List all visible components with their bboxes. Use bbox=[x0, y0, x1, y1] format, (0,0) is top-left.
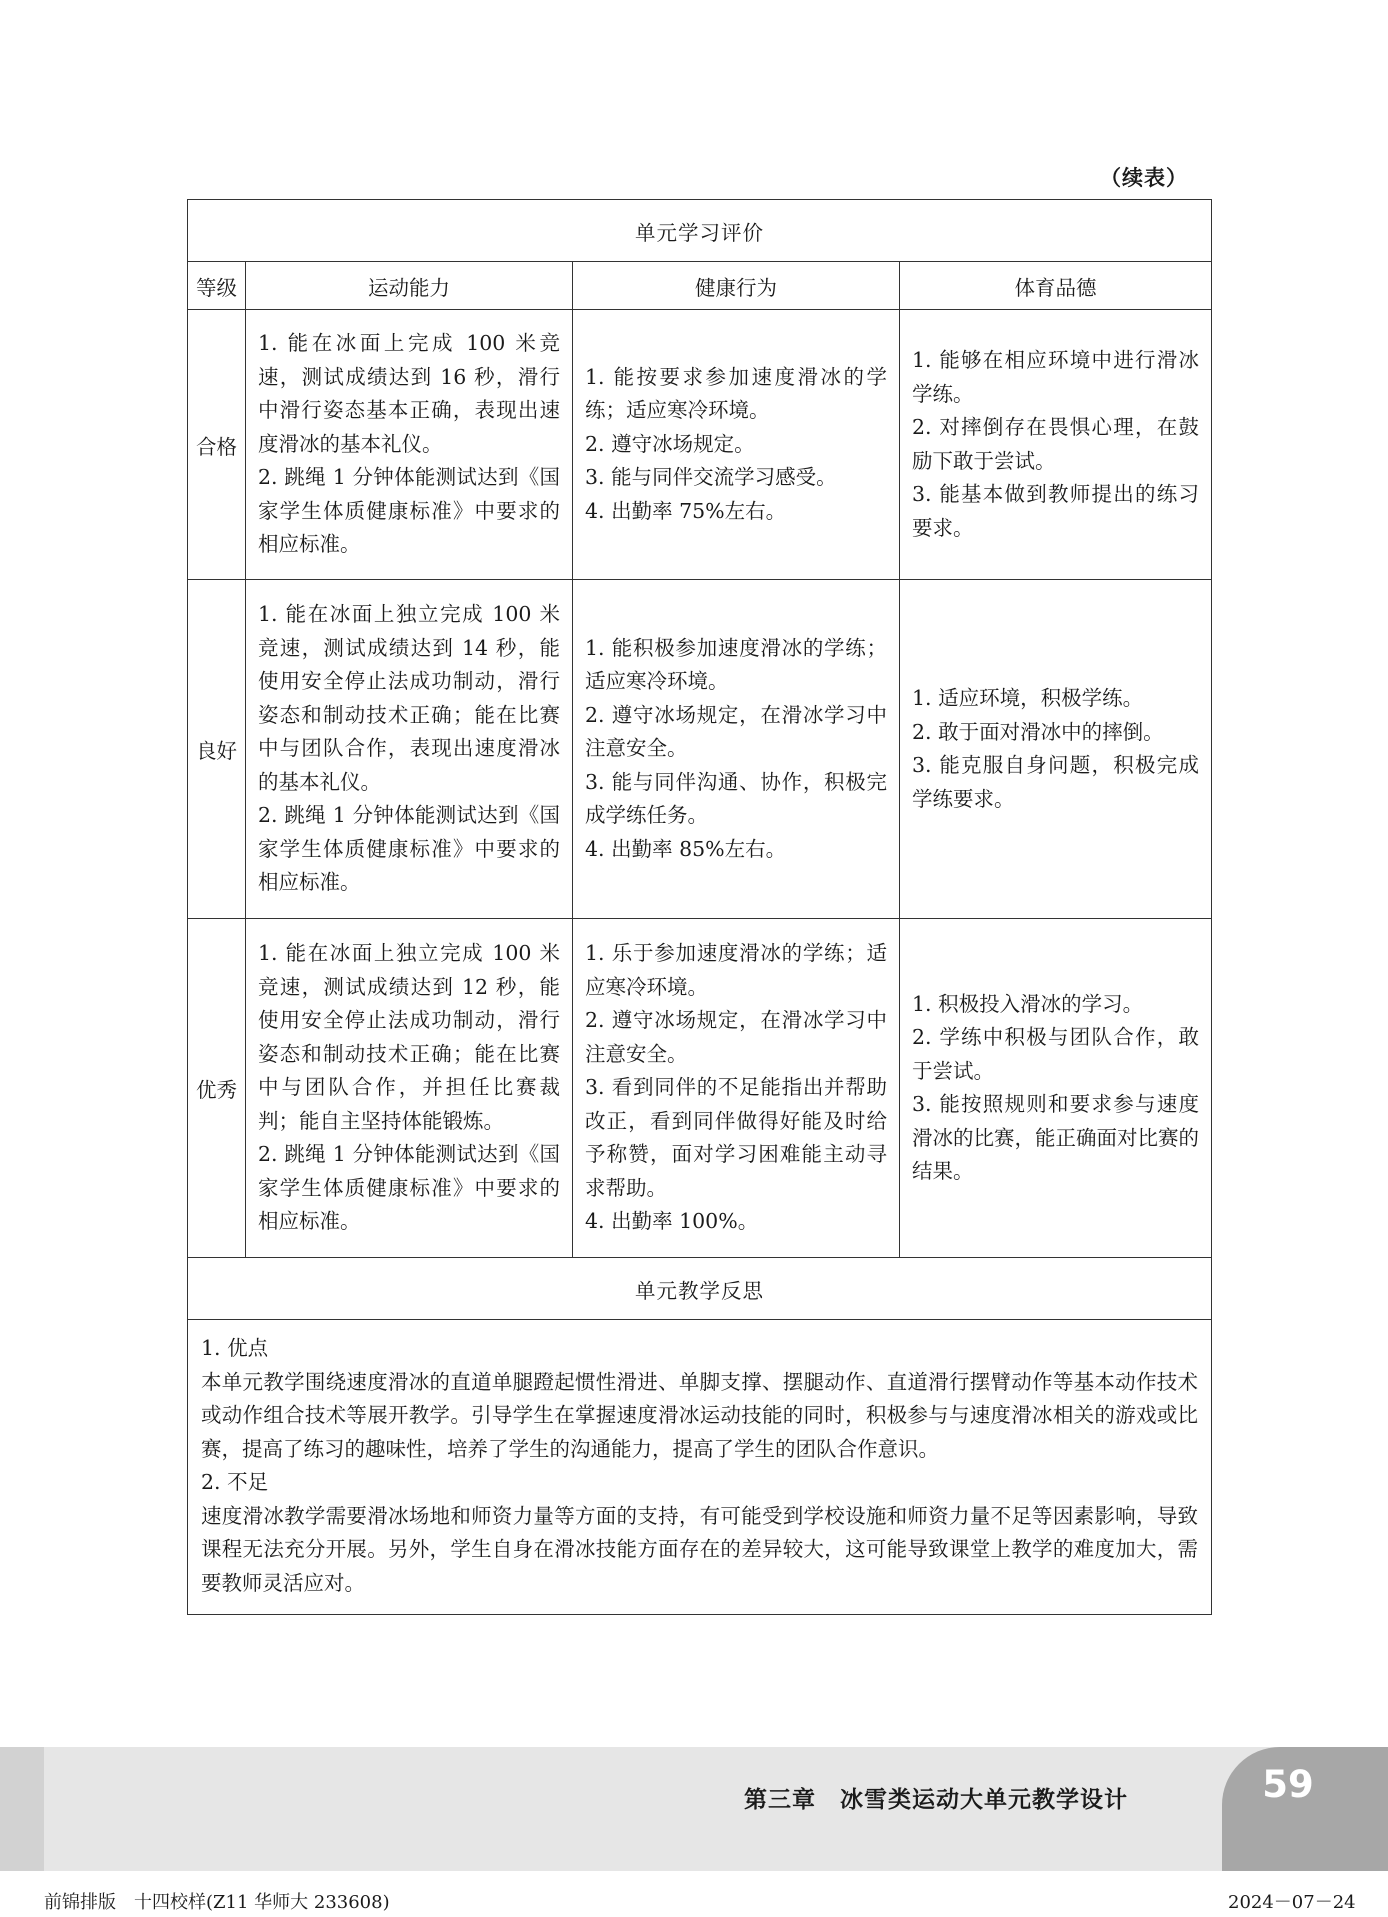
list-item: 1. 乐于参加速度滑冰的学练；适应寒冷环境。 bbox=[585, 941, 887, 999]
ethics-cell bbox=[900, 310, 1212, 580]
health-cell bbox=[573, 919, 900, 1258]
list-item: 3. 能按照规则和要求参与速度滑冰的比赛，能正确面对比赛的结果。 bbox=[912, 1092, 1199, 1183]
list-item: 2. 跳绳 1 分钟体能测试达到《国家学生体质健康标准》中要求的相应标准。 bbox=[258, 465, 560, 557]
reflection-paragraph: 速度滑冰教学需要滑冰场地和师资力量等方面的支持，有可能受到学校设施和师资力量不足等因素影响，导致课程无法充分开展。另外，学生自身在滑冰技能方面存在的差异较大，这可能导致课堂上教学的难度加大，需要教师灵活应对。 bbox=[201, 1503, 1198, 1595]
list-item: 2. 跳绳 1 分钟体能测试达到《国家学生体质健康标准》中要求的相应标准。 bbox=[258, 1142, 560, 1234]
footer-band bbox=[0, 1747, 1388, 1871]
list-item: 3. 能与同伴交流学习感受。 bbox=[585, 465, 837, 490]
list-item: 4. 出勤率 100%。 bbox=[585, 1209, 759, 1234]
level-cell: 优秀 bbox=[188, 919, 246, 1258]
evaluation-table bbox=[187, 199, 1212, 1615]
health-cell bbox=[573, 310, 900, 580]
print-info: 前锦排版 十四校样(Z11 华师大 233608) bbox=[44, 1892, 390, 1913]
list-item: 4. 出勤率 85%左右。 bbox=[585, 836, 787, 861]
reflection-heading-strengths: 1. 优点 bbox=[201, 1336, 269, 1360]
list-item: 1. 能在冰面上独立完成 100 米竞速，测试成绩达到 14 秒，能使用安全停止法成功制动，滑行姿态和制动技术正确；能在比赛中与团队合作，表现出速度滑冰的基本礼仪。 bbox=[258, 602, 560, 794]
chapter-title: 第三章 冰雪类运动大单元教学设计 bbox=[744, 1787, 1128, 1813]
reflection-body bbox=[188, 1320, 1212, 1615]
table-row bbox=[188, 919, 1212, 1258]
list-item: 2. 遵守冰场规定。 bbox=[585, 431, 755, 456]
page-number: 59 bbox=[1262, 1763, 1314, 1806]
continued-label: （续表） bbox=[1100, 166, 1188, 190]
reflection-paragraph: 本单元教学围绕速度滑冰的直道单腿蹬起惯性滑进、单脚支撑、摆腿动作、直道滑行摆臂动作等基本动作技术或动作组合技术等展开教学。引导学生在掌握速度滑冰运动技能的同时，积极参与与速度滑冰相关的游戏或比赛，提高了练习的趣味性，培养了学生的沟通能力，提高了学生的团队合作意识。 bbox=[201, 1369, 1198, 1461]
motor-cell bbox=[246, 310, 573, 580]
list-item: 1. 积极投入滑冰的学习。 bbox=[912, 991, 1144, 1016]
footer-strip bbox=[0, 1747, 44, 1871]
health-cell bbox=[573, 580, 900, 919]
table-title: 单元学习评价 bbox=[188, 200, 1212, 262]
list-item: 1. 能在冰面上独立完成 100 米竞速，测试成绩达到 12 秒，能使用安全停止法成功制动，滑行姿态和制动技术正确；能在比赛中与团队合作，并担任比赛裁判；能自主坚持体能锻炼。 bbox=[258, 941, 560, 1133]
list-item: 2. 遵守冰场规定，在滑冰学习中注意安全。 bbox=[585, 1008, 887, 1066]
table-row bbox=[188, 580, 1212, 919]
list-item: 4. 出勤率 75%左右。 bbox=[585, 498, 787, 523]
motor-cell bbox=[246, 919, 573, 1258]
list-item: 3. 能与同伴沟通、协作，积极完成学练任务。 bbox=[585, 769, 887, 828]
reflection-heading-weaknesses: 2. 不足 bbox=[201, 1470, 269, 1494]
reflection-title: 单元教学反思 bbox=[188, 1258, 1212, 1320]
list-item: 3. 能克服自身问题，积极完成学练要求。 bbox=[912, 753, 1199, 811]
column-header-motor: 运动能力 bbox=[246, 262, 573, 310]
level-cell: 合格 bbox=[188, 310, 246, 580]
list-item: 1. 能按要求参加速度滑冰的学练；适应寒冷环境。 bbox=[585, 364, 887, 423]
ethics-cell bbox=[900, 580, 1212, 919]
list-item: 3. 看到同伴的不足能指出并帮助改正，看到同伴做得好能及时给予称赞，面对学习困难能主动寻求帮助。 bbox=[585, 1075, 887, 1200]
list-item: 3. 能基本做到教师提出的练习要求。 bbox=[912, 482, 1199, 540]
print-date: 2024－07－24 bbox=[1228, 1892, 1356, 1913]
list-item: 2. 学练中积极与团队合作，敢于尝试。 bbox=[912, 1025, 1199, 1083]
list-item: 2. 遵守冰场规定，在滑冰学习中注意安全。 bbox=[585, 702, 887, 761]
level-cell: 良好 bbox=[188, 580, 246, 919]
column-header-ethics: 体育品德 bbox=[900, 262, 1212, 310]
column-header-level: 等级 bbox=[188, 262, 246, 310]
list-item: 2. 跳绳 1 分钟体能测试达到《国家学生体质健康标准》中要求的相应标准。 bbox=[258, 803, 560, 895]
list-item: 1. 能积极参加速度滑冰的学练；适应寒冷环境。 bbox=[585, 635, 887, 694]
list-item: 1. 适应环境，积极学练。 bbox=[912, 686, 1144, 710]
list-item: 1. 能在冰面上完成 100 米竞速，测试成绩达到 16 秒，滑行中滑行姿态基本正确，表现出速度滑冰的基本礼仪。 bbox=[258, 331, 560, 456]
motor-cell bbox=[246, 580, 573, 919]
ethics-cell bbox=[900, 919, 1212, 1258]
column-header-health: 健康行为 bbox=[573, 262, 900, 310]
list-item: 1. 能够在相应环境中进行滑冰学练。 bbox=[912, 348, 1199, 406]
list-item: 2. 敢于面对滑冰中的摔倒。 bbox=[912, 719, 1164, 744]
table-row bbox=[188, 310, 1212, 580]
list-item: 2. 对摔倒存在畏惧心理，在鼓励下敢于尝试。 bbox=[912, 415, 1199, 473]
